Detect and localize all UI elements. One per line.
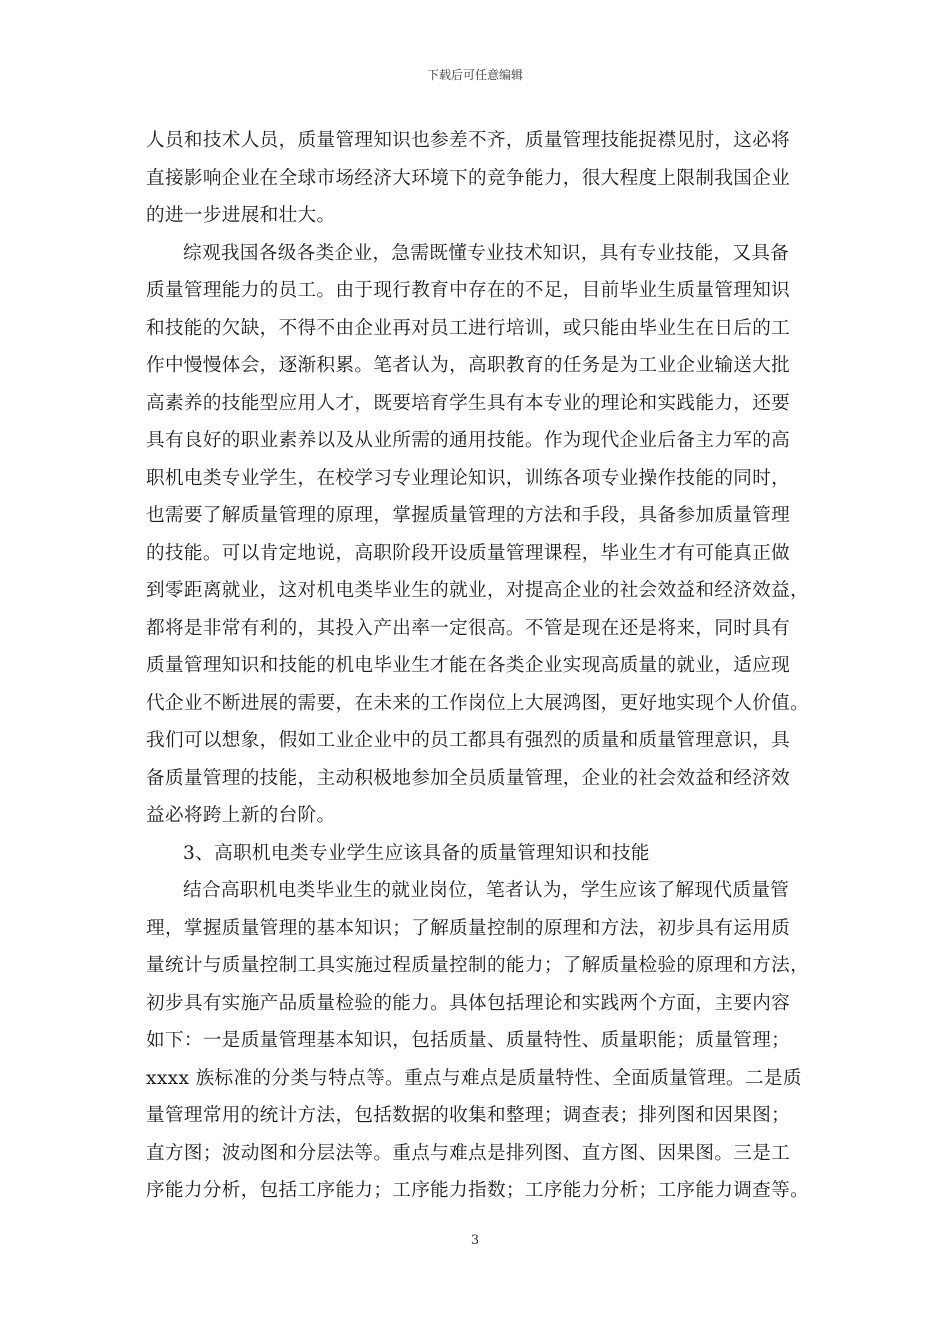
text-line: 益必将跨上新的台阶。: [146, 805, 336, 826]
text-line: xxxx 族标准的分类与特点等。重点与难点是质量特性、全面质量管理。二是质: [146, 1067, 802, 1089]
text-line: 和技能的欠缺，不得不由企业再对员工进行培训，或只能由毕业生在日后的工: [146, 317, 791, 339]
paragraph-first-line: 综观我国各级各类企业，急需既懂专业技术知识，具有专业技能，又具备: [183, 242, 790, 264]
paragraph-first-line: 结合高职机电类毕业生的就业岗位，笔者认为，学生应该了解现代质量管: [183, 880, 790, 901]
text-line: 初步具有实施产品质量检验的能力。具体包括理论和实践两个方面，主要内容: [146, 992, 791, 1014]
text-line: 的技能。可以肯定地说，高职阶段开设质量管理课程，毕业生才有可能真正做: [146, 542, 791, 564]
text-line: 高素养的技能型应用人才，既要培育学生具有本专业的理论和实践能力，还要: [146, 392, 791, 414]
text-line: 我们可以想象，假如工业企业中的员工都具有强烈的质量和质量管理意识，具: [146, 730, 791, 751]
text-line: 序能力分析，包括工序能力；工序能力指数；工序能力分析；工序能力调查等。: [146, 1180, 810, 1201]
text-line: 具有良好的职业素养以及从业所需的通用技能。作为现代企业后备主力军的高: [146, 430, 791, 451]
text-line: 作中慢慢体会，逐渐积累。笔者认为，高职教育的任务是为工业企业输送大批: [146, 355, 791, 376]
page-header: 下载后可任意编辑: [426, 68, 523, 82]
text-line: 质量管理能力的员工。由于现行教育中存在的不足，目前毕业生质量管理知识: [146, 280, 791, 301]
text-line: 如下：一是质量管理基本知识，包括质量、质量特性、质量职能；质量管理；: [146, 1030, 791, 1051]
text-line: 人员和技术人员，质量管理知识也参差不齐，质量管理技能捉襟见肘，这必将: [146, 130, 791, 151]
text-line: 的进一步进展和壮大。: [146, 205, 336, 226]
text-line: 也需要了解质量管理的原理，掌握质量管理的方法和手段，具备参加质量管理: [146, 505, 791, 526]
text-line: 直接影响企业在全球市场经济大环境下的竞争能力，很大程度上限制我国企业: [146, 167, 791, 189]
text-line: 直方图；波动图和分层法等。重点与难点是排列图、直方图、因果图。三是工: [146, 1142, 791, 1164]
text-line: 质量管理知识和技能的机电毕业生才能在各类企业实现高质量的就业，适应现: [146, 655, 791, 676]
text-line: 理，掌握质量管理的基本知识；了解质量控制的原理和方法，初步具有运用质: [146, 917, 791, 939]
text-line: 代企业不断进展的需要，在未来的工作岗位上大展鸿图，更好地实现个人价值。: [146, 692, 810, 714]
section-heading: 3、高职机电类专业学生应该具备的质量管理知识和技能: [183, 842, 650, 864]
page-number: 3: [470, 1233, 480, 1248]
document-body: [146, 122, 824, 1210]
text-line: 到零距离就业，这对机电类毕业生的就业，对提高企业的社会效益和经济效益，: [146, 580, 810, 601]
text-line: 都将是非常有利的，其投入产出率一定很高。不管是现在还是将来，同时具有: [146, 617, 791, 639]
text-line: 备质量管理的技能，主动积极地参加全员质量管理，企业的社会效益和经济效: [146, 767, 791, 789]
text-line: 量统计与质量控制工具实施过程质量控制的能力；了解质量检验的原理和方法，: [146, 955, 810, 976]
text-line: 职机电类专业学生，在校学习专业理论知识，训练各项专业操作技能的同时，: [146, 467, 791, 489]
text-line: 量管理常用的统计方法，包括数据的收集和整理；调查表；排列图和因果图；: [146, 1105, 791, 1126]
